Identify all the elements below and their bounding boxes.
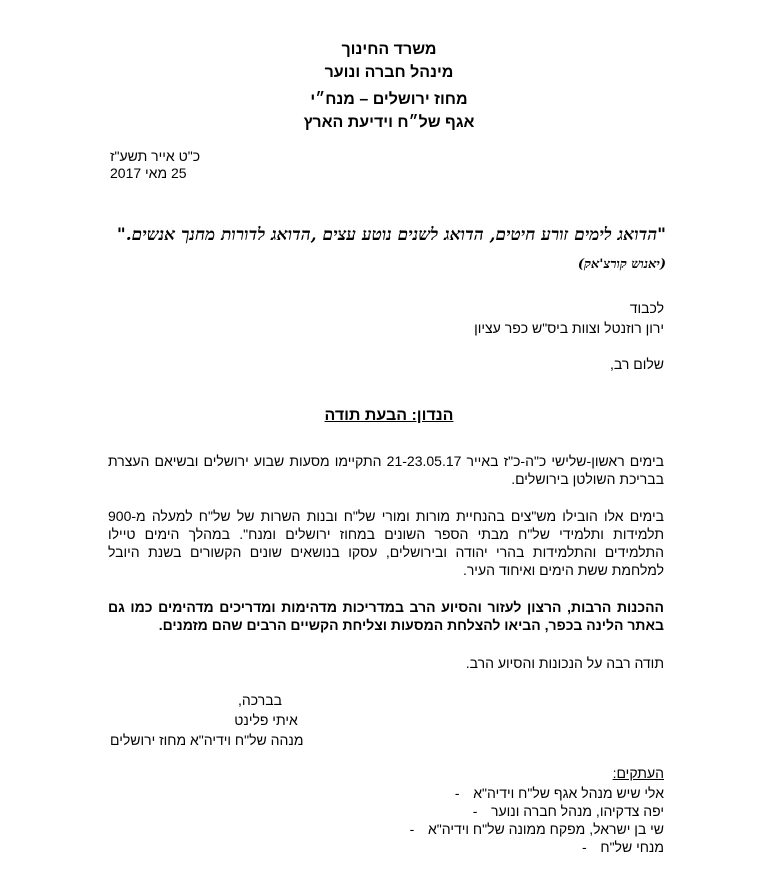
dash-bullet: - xyxy=(582,839,587,855)
copies-list xyxy=(396,784,664,856)
list-item xyxy=(396,784,664,802)
gregorian-date: 25 מאי 2017 xyxy=(110,165,187,181)
dash-bullet: - xyxy=(454,785,460,801)
paragraph-2: בימים אלו הובילו מש"צים בהנחיית מורות ומורי של"ח ובנות השרות של של"ח למעלה מ-900 תלמידות ותלמידי של"ח מבתי הספר השונים במחוז ירושלים ומנח". במהלך הימים טיילו התלמידים והתלמידות בהרי יהודה ובירושלים, עסקו בנושאים שונים הקשורים בשנת היובל למלחמת ששת הימים ואיחוד העיר. xyxy=(108,508,664,578)
copies-block xyxy=(396,764,664,856)
paragraph-1: בימים ראשון-שלישי כ"ה-כ"ז באייר 21-23.05.17 התקיימו מסעות שבוע ירושלים ובשיאם העצרת בבריכת השולטן בירושלים. xyxy=(108,453,664,487)
paragraph-3: ההכנות הרבות, הרצון לעזור והסיוע הרב במדריכות מדהימות ומדריכים מדהימים כמו גם באתר הלינה בכפר, הביאו להצלחת המסעות וצליחת הקשיים הרבים שהם מזמנים. xyxy=(108,599,664,633)
copy-recipient: שי בן ישראל, מפקח ממונה של"ח וידיה"א xyxy=(427,821,664,837)
subject-line: הנדון: הבעת תודה xyxy=(324,407,454,424)
recipient-name: ירון רוזנטל וצוות ביס"ש כפר עציון xyxy=(474,320,664,336)
paragraph-4: תודה רבה על הנכונות והסיוע הרב. xyxy=(465,655,664,671)
letterhead-ministry: משרד החינוך xyxy=(341,41,437,58)
copy-recipient: מנחי של"ח xyxy=(600,839,664,855)
copy-recipient: אלי שיש מנהל אגף של"ח וידיה"א xyxy=(473,785,664,801)
recipient-salutation: לכבוד xyxy=(629,300,664,316)
greeting: שלום רב, xyxy=(610,356,664,372)
signature-block xyxy=(110,690,410,750)
list-item xyxy=(396,838,664,856)
recipient-block xyxy=(474,298,664,338)
dash-bullet: - xyxy=(409,821,415,837)
letterhead-administration: מינהל חברה ונוער xyxy=(324,64,454,81)
quote-block xyxy=(106,220,666,280)
dash-bullet: - xyxy=(472,803,478,819)
letterhead xyxy=(0,38,778,134)
date-block xyxy=(110,148,310,182)
letterhead-department: אגף של״ח וידיעת הארץ xyxy=(303,114,475,131)
copies-title: העתקים: xyxy=(612,765,664,781)
hebrew-date: כ"ט אייר תשע"ז xyxy=(110,148,201,164)
signature-title: מנהה של"ח וידיה"א מחוז ירושלים xyxy=(110,732,304,748)
list-item xyxy=(396,820,664,838)
quote-text: "הדואג לימים זורע חיטים, הדואג לשנים נוטע עצים ,הדואג לדורות מחנך אנשים." xyxy=(116,225,666,245)
letterhead-district: מחוז ירושלים – מנח״י xyxy=(310,91,468,108)
list-item xyxy=(396,802,664,820)
copy-recipient: יפה צדקיהו, מנהל חברה ונוער xyxy=(491,803,664,819)
signature-closing: בברכה, xyxy=(238,692,282,708)
quote-author: (יאנוש קורצ'אק) xyxy=(577,257,666,272)
signature-name: איתי פלינט xyxy=(234,712,298,728)
